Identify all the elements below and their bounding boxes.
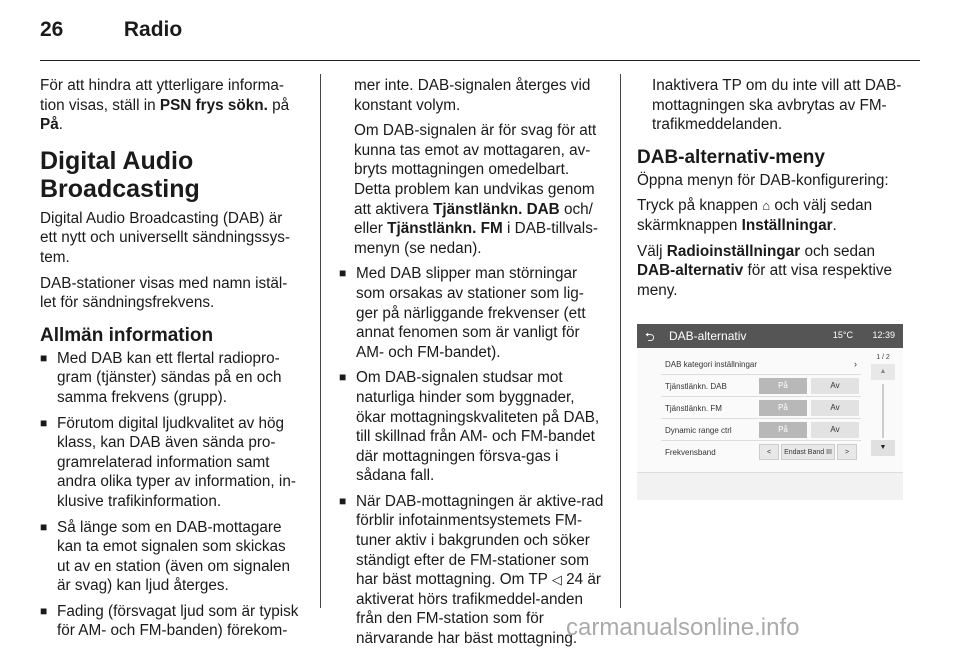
list-item: ■ Om DAB-signalen studsar mot naturliga hinder som byggnader, ökar mottagningskvaliteten på DAB, till skillnad från AM- och FM-bandet där mottagningen försva-gas i sådana fall. [339,368,604,486]
scroll-track[interactable] [882,384,884,438]
column-2 [339,76,604,655]
dab-paragraph-2: DAB-stationer visas med namn istäl-let för sändningsfrekvens. [40,274,288,312]
column-1 [40,76,302,647]
page-header [40,18,182,42]
page-reference-icon: ◁ [551,572,562,588]
scrollbar[interactable] [869,354,897,456]
frequency-band-row: Frekvensband < Endast Band III > [661,442,861,462]
page-number: 26 [40,18,64,41]
list-item: ■ Så länge som en DAB-mottagare kan ta emot signalen som skickas ut av en station (även om signalen är svag) kan ljud återges. [40,518,302,596]
temperature: 15°C [832,330,853,340]
home-icon: ⌂ [762,198,771,214]
back-icon[interactable]: ⮌ [645,330,655,344]
screen-title: DAB-alternativ [669,329,747,343]
list-item: ■ Med DAB slipper man störningar som orsakas av stationer som lig-ger på närliggande frekvenser (ett annat fenomen som är vanligt för AM- och FM-bandet). [339,264,604,362]
dab-options-screenshot [637,324,903,500]
list-item: ■ Med DAB kan ett flertal radiopro-gram (tjänster) sändas på en och samma frekvens (grupp). [40,349,302,408]
service-link-fm-row: Tjänstlänkn. FM På Av [661,398,861,419]
dab-benefit-list [339,264,604,648]
dab-heading: Digital Audio Broadcasting [40,146,200,203]
clock: 12:39 [872,330,895,340]
off-button[interactable]: Av [811,422,859,438]
signal-paragraph: Om DAB-signalen är för svag för att kunna tas emot av mottagaren, av-bryts mottagningen omedelbart. Detta problem kan undvikas genom att aktivera Tjänstlänkn. DAB och/ eller Tjänstlänkn. FM i DAB-tillvals-menyn (se nedan). [354,122,598,257]
band-value: Endast Band III [781,444,835,460]
on-button[interactable]: På [759,400,807,416]
column-divider [620,74,621,608]
screen-header [637,324,903,348]
list-item: ■ När DAB-mottagningen är aktive-rad förblir infotainmentsystemets FM-tuner aktiv i bakgrunden och söker ständigt efter de FM-stationer som har bäst mottagning. Om TP ◁ 24 är aktiverat hörs trafikmeddel-anden från den FM-station som för närvarande har bäst mottagning. [339,492,604,649]
column-divider [320,74,321,608]
open-menu-paragraph: Öppna menyn för DAB-konfigurering: [637,171,889,189]
scroll-down-button[interactable]: ▼ [871,440,895,456]
continued-text: mer inte. DAB-signalen återges vid konstant volym. [354,77,591,114]
watermark: carmanualsonline.info [566,614,800,641]
scroll-up-button[interactable]: ▲ [871,364,895,380]
on-button[interactable]: På [759,378,807,394]
dab-paragraph-1: Digital Audio Broadcasting (DAB) är ett nytt och universellt sändningssys-tem. [40,209,290,266]
dab-options-heading: DAB-alternativ-meny [637,146,825,168]
page-indicator: 1 / 2 [876,354,890,361]
list-item: ■ Fading (försvagat ljud som är typisk för AM- och FM-banden) förekom- [40,602,302,641]
dab-category-row[interactable]: DAB kategori inställningar › [661,354,861,375]
service-link-dab-row: Tjänstlänkn. DAB På Av [661,376,861,397]
column-3 [637,76,905,306]
general-info-list [40,349,302,641]
header-rule [40,60,920,61]
list-item: ■ Förutom digital ljudkvalitet av hög klass, kan DAB även sända pro-gramrelaterad information samt andra olika typer av information, in-klusive trafikinformation. [40,414,302,512]
intro-paragraph: För att hindra att ytterligare informa-tion visas, ställ in PSN frys sökn. på På. [40,77,290,134]
chevron-right-icon: › [854,359,857,369]
general-info-heading: Allmän information [40,324,214,346]
dynamic-range-row: Dynamic range ctrl På Av [661,420,861,441]
select-paragraph: Välj Radioinställningar och sedan DAB-alternativ för att visa respektive meny. [637,242,893,299]
press-button-paragraph: Tryck på knappen ⌂ och välj sedan skärmknappen Inställningar. [637,197,873,234]
section-title: Radio [123,18,183,41]
continued-text: Inaktivera TP om du inte vill att DAB-mottagningen ska avbrytas av FM-trafikmeddelanden. [652,77,902,134]
band-next-button[interactable]: > [837,444,857,460]
on-button[interactable]: På [759,422,807,438]
band-prev-button[interactable]: < [759,444,779,460]
off-button[interactable]: Av [811,378,859,394]
off-button[interactable]: Av [811,400,859,416]
